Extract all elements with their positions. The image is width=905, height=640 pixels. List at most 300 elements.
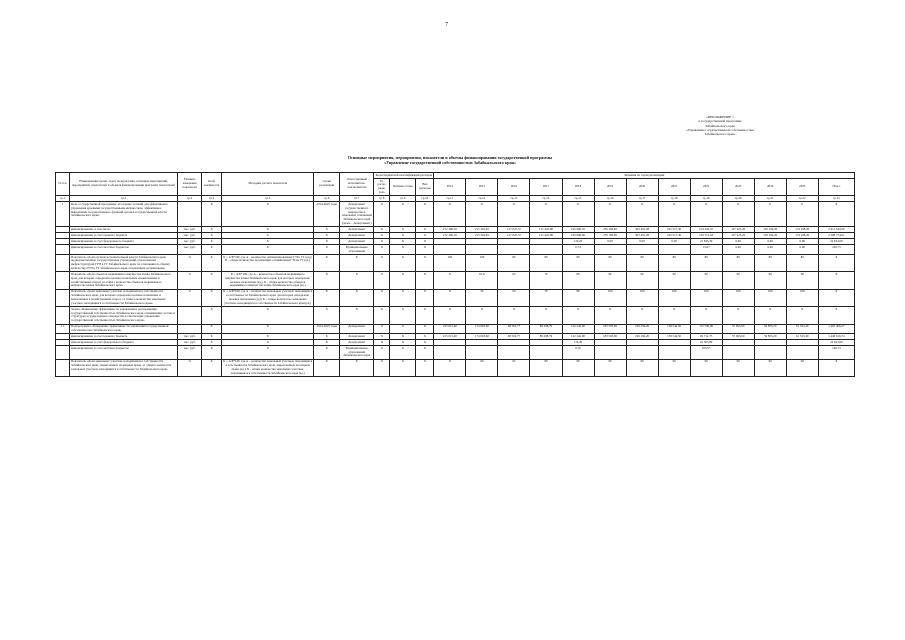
cell-year-value: 215 342,95 bbox=[466, 233, 498, 239]
cell-executor: Муниципальные образования bbox=[340, 245, 374, 255]
cell-method: X bbox=[222, 245, 314, 255]
cell-method: X bbox=[222, 334, 314, 340]
cell-year-value: X bbox=[818, 202, 854, 227]
cell-year-value: 22 623,00 bbox=[818, 340, 854, 346]
cell-year-value: 225 615,40 bbox=[434, 324, 466, 334]
cell-year-value: 0,00 bbox=[626, 239, 658, 245]
cell-no: 1 bbox=[56, 202, 70, 227]
cell-unit: тыс. руб. bbox=[178, 334, 202, 340]
header-name: Наименование целей, задач, подпрограмм, основных мероприятий, мероприятий, показателей и объемов финансирования программ, показателей bbox=[70, 173, 178, 196]
cell-name: финансирование за счет краевого бюджета bbox=[70, 334, 178, 340]
cell-coef: X bbox=[202, 227, 222, 233]
cell-year-value: X bbox=[594, 202, 626, 227]
cell-name: Показатель «Доля земельных участков, находящихся в собственности Забайкальского края, закрепленных на вещном праве, от общего количества земельных участков, находящихся в собственности Забайкальского края» bbox=[70, 359, 178, 376]
cell-budget-type: X bbox=[416, 202, 434, 227]
cell-year-value: X bbox=[434, 359, 466, 376]
cell-year-value: 50 bbox=[466, 289, 498, 306]
cell-year-value: 272 206,10 bbox=[434, 227, 466, 233]
cell-name: Показатель «Доля объектов недвижимого имущества казны Забайкальского края, для которых определено целевое назначение и вовлеченных в хозяйственный оборот, от общего количества объектов недвижимого имущества казны Забайкальского края» bbox=[70, 272, 178, 289]
header-column-number: гр.10 bbox=[416, 196, 434, 202]
cell-method: К = А/Б*100, где А – количество оптимизированных ГУП, ГТ (ед.); Б – общее количество подлежащих оптимизации ГУП и ГТ (ед.) bbox=[222, 255, 314, 272]
cell-year-value: 150 194,20 bbox=[754, 227, 786, 233]
cell-period: X bbox=[314, 307, 340, 324]
header-column-number: гр.6 bbox=[314, 196, 340, 202]
cell-year-value: X bbox=[722, 202, 754, 227]
cell-year-value: 80 bbox=[562, 255, 594, 272]
header-budget-sub: Вид расходов bbox=[416, 178, 434, 195]
cell-year-value: 80 bbox=[754, 255, 786, 272]
header-executor: Ответственный исполнитель, соисполнитель bbox=[340, 173, 374, 196]
cell-name: финансирование за счет федерального бюджета bbox=[70, 239, 178, 245]
cell-year-value: 80 bbox=[498, 255, 530, 272]
cell-method: К = А/Б*100, где А – количество земельных участков, находящихся в собственности Забайкальского края, для которых определено целевое назначение (ед.); Б – общее количество земельных участков, находящихся в собственности Забайкальского края (ед.) bbox=[223, 289, 313, 305]
table-row bbox=[56, 202, 855, 227]
cell-budget-article: X bbox=[390, 346, 416, 360]
cell-no bbox=[56, 307, 70, 324]
header-column-number: гр.18 bbox=[658, 196, 690, 202]
header-year-values: Значения по годам реализации bbox=[434, 173, 855, 179]
cell-year-value bbox=[530, 245, 562, 255]
cell-year-value: X bbox=[434, 272, 466, 289]
cell-year-value: 215 342,95 bbox=[466, 227, 498, 233]
header-column-number: гр.1 bbox=[56, 196, 70, 202]
cell-year-value: 80 bbox=[594, 255, 626, 272]
cell-year-value: 1 440 616,74 bbox=[818, 334, 854, 340]
cell-no bbox=[56, 359, 70, 376]
cell-year-value: 147 225,20 bbox=[722, 227, 754, 233]
cell-unit: % bbox=[178, 255, 202, 272]
cell-name: финансирование за счет местных бюджетов bbox=[70, 346, 178, 360]
cell-budget-type: X bbox=[416, 255, 434, 272]
cell-year-value bbox=[658, 245, 690, 255]
cell-year-value: 147 225,20 bbox=[722, 233, 754, 239]
cell-year-value: 195 996,70 bbox=[562, 227, 594, 233]
cell-budget-type: X bbox=[416, 245, 434, 255]
cell-budget-article: X bbox=[390, 289, 416, 306]
cell-name: Показатель «Доля земельных участков, находящихся в собственности Забайкальского края, для которых определено целевое назначение и вовлеченных в хозяйственный оборот, от общего количества земельных участков, находящихся в собственности Забайкальского края» bbox=[70, 289, 178, 306]
cell-no: 1.1 bbox=[56, 324, 70, 334]
header-column-number: гр.15 bbox=[562, 196, 594, 202]
cell-name: Показатель «Доля органов исполнительной власти Забайкальского края, подведомственных государственных учреждений, обеспеченных инфраструктурой ГУП в ГТ Забайкальского края, по отношению к общему количеству ГУП в ГТ Забайкальского края, подлежащих оптимизации» bbox=[70, 255, 178, 272]
cell-budget-admin: X bbox=[374, 334, 390, 340]
cell-year-value: 151 422,08 bbox=[530, 227, 562, 233]
header-year: 2025 bbox=[786, 178, 818, 195]
header-column-number: гр.12 bbox=[466, 196, 498, 202]
cell-year-value: X bbox=[722, 307, 754, 324]
header-column-number: гр.22 bbox=[786, 196, 818, 202]
cell-year-value: 61 523,40 bbox=[786, 334, 818, 340]
cell-year-value: 90 bbox=[690, 272, 722, 289]
cell-year-value: X bbox=[466, 202, 498, 227]
cell-budget-article: X bbox=[390, 340, 416, 346]
cell-method: X bbox=[222, 324, 314, 334]
cell-year-value: 0,00 bbox=[658, 239, 690, 245]
header-column-number: гр.21 bbox=[754, 196, 786, 202]
cell-budget-type: X bbox=[416, 233, 434, 239]
cell-unit bbox=[178, 307, 202, 324]
cell-year-value: 68 502,77 bbox=[498, 324, 530, 334]
cell-method: X bbox=[222, 233, 314, 239]
cell-year-value: 261 517,36 bbox=[658, 227, 690, 233]
header-year: 2024 bbox=[754, 178, 786, 195]
cell-year-value: 192 712,18 bbox=[690, 233, 722, 239]
cell-executor: Департамент bbox=[340, 334, 374, 340]
header-column-number: гр.11 bbox=[434, 196, 466, 202]
cell-coef: X bbox=[202, 334, 222, 340]
appendix-note bbox=[660, 115, 780, 136]
cell-coef: X bbox=[202, 202, 222, 227]
appendix-line: «Управление государственной собственностью bbox=[685, 127, 755, 132]
cell-year-value: 100 bbox=[626, 289, 658, 306]
header-column-number: гр.8 bbox=[374, 196, 390, 202]
cell-budget-type: X bbox=[416, 289, 434, 306]
cell-budget-type: X bbox=[416, 272, 434, 289]
cell-year-value: X bbox=[626, 307, 658, 324]
cell-year-value: 127 047,37 bbox=[498, 233, 530, 239]
cell-year-value: 199 184,20 bbox=[626, 324, 658, 334]
cell-unit bbox=[178, 202, 202, 227]
cell-coef: X bbox=[202, 245, 222, 255]
cell-year-value: 199 184,20 bbox=[626, 334, 658, 340]
cell-year-value bbox=[434, 245, 466, 255]
cell-name: Подпрограмма «Повышение эффективности управления государственной собственностью Забайкальского края» bbox=[70, 324, 178, 334]
cell-unit: % bbox=[178, 359, 202, 376]
table-row bbox=[56, 359, 855, 376]
cell-year-value: 119,20 bbox=[562, 239, 594, 245]
cell-executor: X bbox=[340, 255, 374, 272]
cell-period: X bbox=[314, 359, 340, 376]
cell-year-value: 166,75 bbox=[818, 245, 854, 255]
cell-year-value: 122 244,00 bbox=[562, 324, 594, 334]
cell-coef: X bbox=[202, 359, 222, 376]
cell-year-value: 60 bbox=[498, 289, 530, 306]
cell-budget-type: X bbox=[416, 227, 434, 233]
header-year: 2020 bbox=[626, 178, 658, 195]
cell-year-value: 151 422,08 bbox=[530, 233, 562, 239]
cell-year-value: 90 bbox=[626, 272, 658, 289]
page-number: 7 bbox=[445, 22, 448, 28]
cell-budget-article: X bbox=[390, 334, 416, 340]
cell-budget-article: X bbox=[390, 324, 416, 334]
header-year: 2023 bbox=[722, 178, 754, 195]
header-column-number: гр.9 bbox=[390, 196, 416, 202]
cell-year-value: 59 855,20 bbox=[754, 334, 786, 340]
cell-method: X bbox=[222, 340, 314, 346]
header-unit: Единица измерения показателя bbox=[178, 173, 202, 196]
cell-budget-type: X bbox=[416, 334, 434, 340]
cell-coef: X bbox=[202, 255, 222, 272]
cell-year-value: X bbox=[690, 202, 722, 227]
appendix-line: Забайкальского края» bbox=[704, 132, 736, 137]
cell-budget-admin: X bbox=[374, 340, 390, 346]
cell-year-value bbox=[498, 346, 530, 360]
cell-year-value: 80 bbox=[562, 272, 594, 289]
cell-budget-type: X bbox=[416, 307, 434, 324]
cell-year-value: 57 695,60 bbox=[722, 324, 754, 334]
cell-budget-article: X bbox=[390, 307, 416, 324]
cell-coef: X bbox=[202, 340, 222, 346]
cell-year-value: 90 bbox=[754, 359, 786, 376]
cell-year-value: 276 169,85 bbox=[594, 233, 626, 239]
cell-method: X bbox=[222, 239, 314, 245]
cell-no bbox=[56, 346, 70, 360]
cell-year-value: X bbox=[530, 202, 562, 227]
cell-year-value: 100 bbox=[434, 255, 466, 272]
cell-year-value: X bbox=[818, 359, 854, 376]
cell-year-value: 90 bbox=[562, 359, 594, 376]
cell-year-value: 22 634,00 bbox=[818, 239, 854, 245]
cell-period: 2014-2025 годы bbox=[314, 324, 340, 334]
cell-period: X bbox=[314, 255, 340, 272]
cell-period: X bbox=[314, 239, 340, 245]
header-budget-sub: Целевая статья bbox=[390, 178, 416, 195]
header-column-number: гр.2 bbox=[70, 196, 178, 202]
cell-year-value: X bbox=[562, 307, 594, 324]
cell-executor: X bbox=[340, 272, 374, 289]
cell-unit: тыс. руб. bbox=[178, 233, 202, 239]
cell-year-value: 2 588 774,61 bbox=[818, 233, 854, 239]
cell-year-value: X bbox=[818, 272, 854, 289]
cell-year-value: 90 bbox=[594, 272, 626, 289]
cell-period: 2014-2025 годы bbox=[314, 202, 340, 227]
header-year: 2021 bbox=[658, 178, 690, 195]
cell-year-value: 15,97 bbox=[690, 245, 722, 255]
cell-year-value: X bbox=[754, 202, 786, 227]
cell-unit: тыс. руб. bbox=[178, 227, 202, 233]
cell-year-value: 65 bbox=[498, 359, 530, 376]
cell-budget-article: X bbox=[390, 245, 416, 255]
cell-year-value: 158 544,50 bbox=[658, 324, 690, 334]
cell-year-value: X bbox=[818, 289, 854, 306]
cell-year-value bbox=[594, 245, 626, 255]
cell-year-value bbox=[466, 245, 498, 255]
cell-name: финансирование за счет местных бюджетов bbox=[70, 245, 178, 255]
cell-year-value: X bbox=[818, 255, 854, 272]
cell-budget-type: X bbox=[416, 346, 434, 360]
cell-unit: тыс. руб. bbox=[178, 239, 202, 245]
cell-year-value: 21 845,30 bbox=[690, 239, 722, 245]
cell-year-value: 100 bbox=[722, 289, 754, 306]
header-column-number: гр.20 bbox=[722, 196, 754, 202]
document-title bbox=[230, 155, 670, 165]
cell-year-value: 70 bbox=[530, 272, 562, 289]
cell-year-value: X bbox=[786, 307, 818, 324]
cell-year-value: X bbox=[658, 202, 690, 227]
cell-period: X bbox=[314, 233, 340, 239]
cell-year-value: 59 855,20 bbox=[754, 324, 786, 334]
header-year: 2015 bbox=[466, 178, 498, 195]
table-row bbox=[56, 255, 855, 272]
cell-year-value: 80 bbox=[786, 255, 818, 272]
cell-budget-admin: X bbox=[374, 202, 390, 227]
table-row bbox=[56, 272, 855, 289]
cell-budget-article: X bbox=[390, 272, 416, 289]
cell-year-value: X bbox=[818, 307, 854, 324]
cell-year-value: 68 502,77 bbox=[498, 334, 530, 340]
cell-budget-admin: X bbox=[374, 255, 390, 272]
cell-year-value bbox=[754, 346, 786, 360]
cell-year-value bbox=[466, 346, 498, 360]
cell-year-value: X bbox=[530, 307, 562, 324]
cell-budget-admin: X bbox=[374, 233, 390, 239]
cell-year-value: 0,00 bbox=[594, 239, 626, 245]
cell-year-value: 60 bbox=[466, 359, 498, 376]
cell-year-value: 80 bbox=[530, 255, 562, 272]
cell-year-value bbox=[786, 346, 818, 360]
cell-budget-admin: X bbox=[374, 289, 390, 306]
cell-no bbox=[56, 289, 70, 306]
appendix-line: Забайкальского края bbox=[705, 123, 735, 128]
header-column-number: гр.16 bbox=[594, 196, 626, 202]
cell-year-value: 303 491,28 bbox=[626, 227, 658, 233]
title-line: Основные мероприятия, мероприятия, показатели и объемы финансирования государственной программы bbox=[347, 155, 553, 160]
cell-executor: X bbox=[340, 307, 374, 324]
cell-year-value: 80 bbox=[562, 289, 594, 306]
cell-year-value: X bbox=[626, 202, 658, 227]
cell-year-value: 100 bbox=[658, 289, 690, 306]
cell-year-value: 92 711,75 bbox=[690, 334, 722, 340]
cell-executor: Муниципальные образования Забайкальского края bbox=[340, 346, 374, 360]
cell-year-value: X bbox=[498, 202, 530, 227]
title-line: «Управление государственной собственностью Забайкальского края» bbox=[383, 160, 517, 165]
cell-period: X bbox=[314, 227, 340, 233]
cell-year-value: 0,00 bbox=[754, 245, 786, 255]
cell-budget-admin: X bbox=[374, 346, 390, 360]
cell-year-value bbox=[498, 245, 530, 255]
header-period: Сроки реализации bbox=[314, 173, 340, 196]
cell-year-value: 195 996,66 bbox=[562, 233, 594, 239]
cell-unit: тыс. руб. bbox=[178, 346, 202, 360]
cell-executor: Департамент bbox=[340, 340, 374, 346]
cell-year-value: X bbox=[498, 307, 530, 324]
cell-period: X bbox=[314, 346, 340, 360]
cell-year-value: 166,73 bbox=[818, 346, 854, 360]
cell-executor: Департамент bbox=[340, 324, 374, 334]
cell-no bbox=[56, 245, 70, 255]
cell-year-value: 174 198,20 bbox=[786, 227, 818, 233]
cell-year-value: 272 206,10 bbox=[434, 233, 466, 239]
cell-year-value: 80 bbox=[722, 255, 754, 272]
cell-year-value: 90 bbox=[658, 272, 690, 289]
cell-executor: Департамент bbox=[340, 239, 374, 245]
cell-year-value: 174 693,60 bbox=[466, 324, 498, 334]
cell-year-value: 90 bbox=[786, 359, 818, 376]
cell-executor: Департамент государственного имущества и земельных отношений Забайкальского края (далее – Департамент) bbox=[340, 202, 374, 227]
cell-method: X bbox=[222, 307, 314, 324]
cell-coef: X bbox=[202, 289, 222, 306]
cell-year-value: 80 bbox=[658, 255, 690, 272]
table-row bbox=[56, 307, 855, 324]
cell-executor: X bbox=[340, 359, 374, 376]
cell-unit: % bbox=[178, 289, 202, 306]
cell-year-value: X bbox=[434, 307, 466, 324]
cell-executor: X bbox=[340, 289, 374, 306]
cell-budget-admin: X bbox=[374, 245, 390, 255]
cell-budget-type: X bbox=[416, 239, 434, 245]
cell-year-value: X bbox=[434, 202, 466, 227]
cell-year-value: 61 523,40 bbox=[786, 324, 818, 334]
cell-year-value: 0,00 bbox=[786, 239, 818, 245]
cell-coef: X bbox=[202, 324, 222, 334]
cell-year-value: 158 544,50 bbox=[658, 334, 690, 340]
header-budget-codes: Коды бюджетной классификации расходов bbox=[375, 172, 432, 177]
header-year: Итого bbox=[818, 178, 854, 195]
cell-year-value: 0,74 bbox=[562, 245, 594, 255]
cell-year-value: 276 169,85 bbox=[594, 227, 626, 233]
cell-year-value: 80 bbox=[530, 359, 562, 376]
cell-budget-admin: X bbox=[374, 359, 390, 376]
cell-year-value: X bbox=[690, 307, 722, 324]
cell-year-value: 0,00 bbox=[722, 239, 754, 245]
header-column-number: гр.3 bbox=[178, 196, 202, 202]
cell-unit: тыс. руб. bbox=[178, 340, 202, 346]
cell-no bbox=[56, 255, 70, 272]
header-column-number: гр.14 bbox=[530, 196, 562, 202]
program-table bbox=[55, 172, 855, 377]
header-column-number: гр.7 bbox=[340, 196, 374, 202]
cell-year-value: 150 194,20 bbox=[754, 233, 786, 239]
cell-year-value: 174 198,20 bbox=[786, 233, 818, 239]
cell-year-value: 214 243,37 bbox=[690, 227, 722, 233]
cell-budget-article: X bbox=[390, 233, 416, 239]
cell-year-value: 119,20 bbox=[562, 340, 594, 346]
cell-year-value: 225 615,40 bbox=[434, 334, 466, 340]
cell-year-value: 115 790,00 bbox=[690, 324, 722, 334]
cell-no bbox=[56, 272, 70, 289]
cell-year-value bbox=[722, 346, 754, 360]
cell-coef: X bbox=[202, 346, 222, 360]
cell-year-value: 261 517,36 bbox=[658, 233, 690, 239]
cell-year-value: 89 298,79 bbox=[530, 334, 562, 340]
cell-method: X bbox=[222, 227, 314, 233]
cell-year-value: 1 463 406,27 bbox=[818, 324, 854, 334]
header-budget-sub: Гл. распо- ряди- тель bbox=[374, 178, 390, 195]
cell-year-value: 183 593,90 bbox=[594, 324, 626, 334]
cell-year-value: 90 bbox=[626, 359, 658, 376]
cell-year-value: X bbox=[434, 289, 466, 306]
cell-year-value: 57 695,60 bbox=[722, 334, 754, 340]
cell-budget-admin: X bbox=[374, 227, 390, 233]
cell-executor: Департамент bbox=[340, 233, 374, 239]
cell-period: X bbox=[314, 340, 340, 346]
cell-year-value: 90 bbox=[594, 359, 626, 376]
cell-year-value: 61,6 bbox=[466, 272, 498, 289]
cell-year-value: 80 bbox=[690, 255, 722, 272]
cell-year-value: 100 bbox=[786, 289, 818, 306]
header-column-number: гр.4 bbox=[202, 196, 222, 202]
cell-name: финансирование за счет федерального бюджета bbox=[70, 340, 178, 346]
cell-year-value: 90 bbox=[722, 359, 754, 376]
cell-budget-article: X bbox=[390, 202, 416, 227]
cell-name: Цель государственной программы: «Создание условий для эффективного управления краевыми государственными имуществом, эффективное выполнение государственного функций органов государственной власти Забайкальского края» bbox=[70, 202, 178, 227]
header-year: 2016 bbox=[498, 178, 530, 195]
cell-name: финансирование, в том числе: bbox=[70, 227, 178, 233]
cell-budget-admin: X bbox=[374, 324, 390, 334]
header-column-number: гр.19 bbox=[690, 196, 722, 202]
cell-year-value: X bbox=[754, 307, 786, 324]
cell-year-value: X bbox=[594, 307, 626, 324]
cell-year-value: 90 bbox=[786, 272, 818, 289]
header-year: 2017 bbox=[530, 178, 562, 195]
cell-year-value: X bbox=[658, 307, 690, 324]
cell-year-value bbox=[434, 346, 466, 360]
cell-period: X bbox=[314, 245, 340, 255]
cell-budget-article: X bbox=[390, 255, 416, 272]
header-no: № п/п bbox=[56, 173, 70, 196]
cell-year-value: 90 bbox=[658, 359, 690, 376]
cell-year-value: X bbox=[786, 202, 818, 227]
cell-coef: X bbox=[202, 272, 222, 289]
